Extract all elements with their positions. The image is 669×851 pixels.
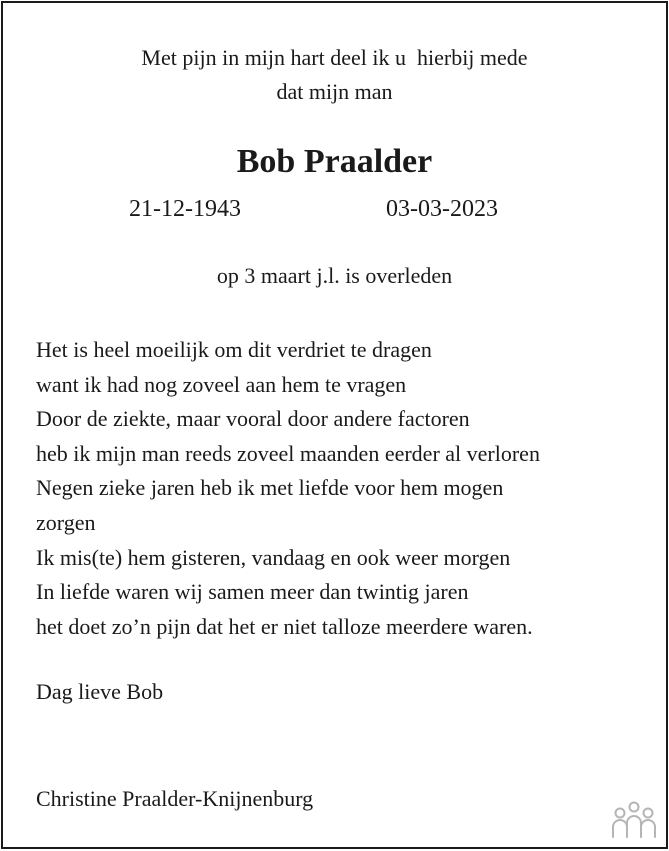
intro-line-2: dat mijn man: [276, 79, 393, 104]
family-people-icon: [610, 801, 658, 839]
poem-line: Door de ziekte, maar vooral door andere factoren: [36, 406, 470, 432]
intro-line-1: Met pijn in mijn hart deel ik u hierbij mede: [141, 45, 528, 70]
poem-line: want ik had nog zoveel aan hem te vragen: [36, 371, 407, 397]
poem-line: Het is heel moeilijk om dit verdriet te dragen: [36, 337, 432, 362]
poem: [36, 333, 646, 644]
farewell: Dag lieve Bob: [36, 679, 164, 704]
signature: Christine Praalder-Knijnenburg: [36, 786, 314, 811]
poem-line: heb ik mijn man reeds zoveel maanden eerder al verloren: [36, 440, 540, 466]
obituary-card: [1, 1, 668, 849]
poem-line: Ik mis(te) hem gisteren, vandaag en ook weer morgen: [36, 544, 511, 570]
birth-date: 21-12-1943: [129, 196, 241, 222]
intro-text: [3, 41, 666, 109]
poem-line: In liefde waren wij samen meer dan twintig jaren: [36, 579, 469, 605]
death-date: 03-03-2023: [386, 196, 498, 222]
poem-line: Negen zieke jaren heb ik met liefde voor hem mogen: [36, 475, 504, 501]
deceased-name: Bob Praalder: [236, 143, 433, 180]
death-notice: op 3 maart j.l. is overleden: [216, 263, 453, 288]
poem-line: zorgen: [36, 509, 96, 535]
poem-line: het doet zo’n pijn dat het er niet talloze meerdere waren.: [36, 613, 533, 639]
